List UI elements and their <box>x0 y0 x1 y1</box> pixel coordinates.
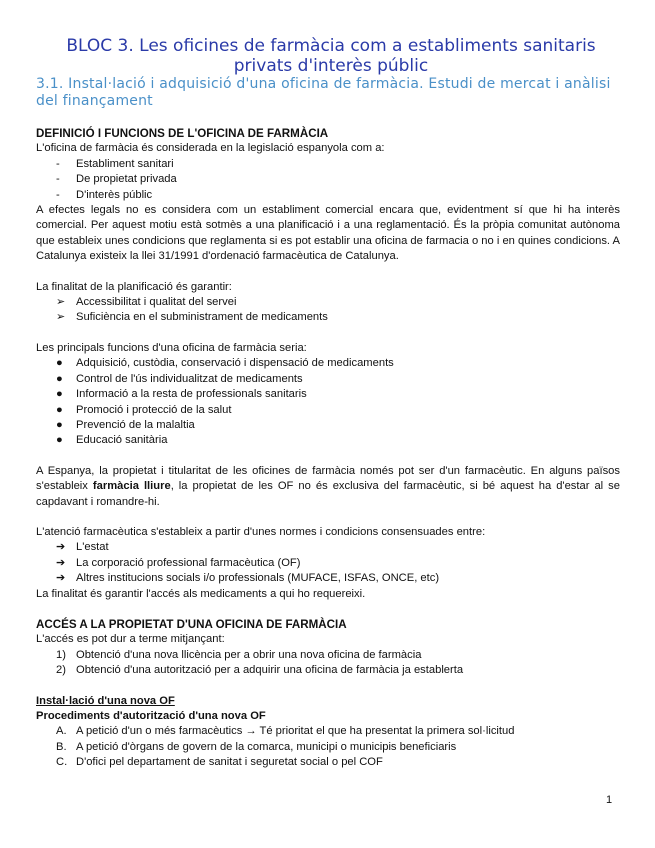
list-item <box>36 648 620 663</box>
paragraph-legal: A efectes legals no es considera com un establiment comercial encara que, evidentment sí que hi ha interès comercial. Per aquest motiu està sotmès a una planificació i a una reglamentació. És la pròpia comunitat autònoma que estableix unes condicions que reglamenta si es pot establir una oficina de farmacia o no i en quines condicions. A Catalunya existeix la llei 31/1991 d'ordenació farmacèutica de Catalunya. <box>36 204 620 263</box>
arrow-list <box>36 295 620 326</box>
bullet-icon: ● <box>56 372 63 385</box>
title-line-2: privats d'interès públic <box>233 56 429 76</box>
letter-marker: B. <box>56 740 67 753</box>
paragraph-funcions: Les principals funcions d'una oficina de farmàcia seria: <box>36 341 307 354</box>
numbered-list <box>36 648 620 679</box>
heading-acces: ACCÉS A LA PROPIETAT D'UNA OFICINA DE FARMÀCIA <box>36 617 347 631</box>
document-body <box>36 126 620 771</box>
list-item <box>36 157 620 172</box>
list-item <box>36 172 620 187</box>
list-item-text: De propietat privada <box>76 173 177 186</box>
arrowhead-icon: ➢ <box>56 296 66 309</box>
dash-list <box>36 157 620 203</box>
list-item <box>36 433 620 448</box>
list-item <box>36 755 620 770</box>
right-arrow-icon: ➔ <box>56 572 66 585</box>
right-arrow-list <box>36 540 620 586</box>
list-item-text: Promoció i protecció de la salut <box>76 403 232 416</box>
list-item <box>36 663 620 678</box>
subheading-procediments: Procediments d'autorització d'una nova OF <box>36 710 266 722</box>
paragraph-atencio: L'atenció farmacèutica s'estableix a partir d'unes normes i condicions consensuades entre: <box>36 525 486 538</box>
paragraph-espanya <box>36 464 620 510</box>
arrowhead-icon: ➢ <box>56 311 66 324</box>
list-item-text: Prevenció de la malaltia <box>76 418 195 431</box>
number-marker: 2) <box>56 664 66 677</box>
list-item-text: Altres institucions socials i/o professionals (MUFACE, ISFAS, ONCE, etc) <box>76 572 440 585</box>
bullet-icon: ● <box>56 418 63 431</box>
list-item <box>36 724 620 739</box>
list-item <box>36 310 620 325</box>
list-item-text: D'interès públic <box>76 188 153 201</box>
title-line-1: BLOC 3. Les oficines de farmàcia com a establiments sanitaris <box>66 36 596 56</box>
list-item-text: Educació sanitària <box>76 434 168 447</box>
list-item <box>36 387 620 402</box>
number-marker: 1) <box>56 648 66 661</box>
list-item-text: Establiment sanitari <box>76 157 174 170</box>
list-item <box>36 571 620 586</box>
list-item <box>36 740 620 755</box>
espanya-text-post: , la propietat de les OF no és exclusiva del farmacèutic, si bé aquest ha d'estar al se capdavant i romandre-hi. <box>36 480 620 508</box>
section-subtitle: 3.1. Instal·lació i adquisició d'una oficina de farmàcia. Estudi de mercat i anàlisi del finançament <box>36 76 611 109</box>
list-item <box>36 372 620 387</box>
list-item-text: L'estat <box>76 541 109 554</box>
list-item <box>36 556 620 571</box>
list-item-text: Informació a la resta de professionals sanitaris <box>76 388 307 401</box>
list-item <box>36 418 620 433</box>
bullet-icon: ● <box>56 388 63 401</box>
list-item-text: A petició d'òrgans de govern de la comarca, municipi o municipis beneficiaris <box>76 740 457 753</box>
list-item <box>36 295 620 310</box>
paragraph-intro: L'oficina de farmàcia és considerada en la legislació espanyola com a: <box>36 142 385 155</box>
list-item-text: A petició d'un o més farmacèutics → Té prioritat el que ha presentat la primera sol·licitud <box>76 725 515 738</box>
paragraph-acces-intro: L'accés es pot dur a terme mitjançant: <box>36 633 225 646</box>
list-item <box>36 188 620 203</box>
list-item-text: La corporació professional farmacèutica (OF) <box>76 556 301 569</box>
letter-marker: C. <box>56 756 68 769</box>
bullet-icon: ● <box>56 434 63 447</box>
espanya-text-pre: A Espanya, la propietat i titularitat de les oficines de farmàcia només pot ser d'un farmacèutic. En alguns països s'estableix <box>36 464 620 493</box>
list-item-text: D'ofici pel departament de sanitat i seguretat social o pel COF <box>76 756 383 769</box>
list-item-text: Obtenció d'una nova llicència per a obrir una nova oficina de farmàcia <box>76 648 422 661</box>
paragraph-atencio-final: La finalitat és garantir l'accés als medicaments a qui ho requereixi. <box>36 587 366 600</box>
lettered-list <box>36 724 620 770</box>
list-item-text: Adquisició, custòdia, conservació i dispensació de medicaments <box>76 357 394 370</box>
bullet-icon: ● <box>56 403 63 416</box>
list-item-text: Control de l'ús individualitzat de medicaments <box>76 372 303 385</box>
list-item-text: Suficiència en el subministrament de medicaments <box>76 311 328 324</box>
bullet-icon: ● <box>56 357 63 370</box>
page-number: 1 <box>606 794 613 806</box>
right-arrow-icon: ➔ <box>56 556 66 569</box>
bullet-list <box>36 356 620 448</box>
list-item <box>36 356 620 371</box>
letter-marker: A. <box>56 725 67 738</box>
list-item <box>36 403 620 418</box>
heading-definicio: DEFINICIÓ I FUNCIONS DE L'OFICINA DE FARMÀCIA <box>36 127 329 140</box>
dash-marker: - <box>56 188 60 201</box>
list-item <box>36 540 620 555</box>
dash-marker: - <box>56 157 60 170</box>
document-title <box>36 36 626 76</box>
list-item-text: Accessibilitat i qualitat del servei <box>76 296 237 309</box>
heading-installacio: Instal·lació d'una nova OF <box>36 694 175 707</box>
right-arrow-icon: ➔ <box>56 541 66 554</box>
list-item-text: Obtenció d'una autorització per a adquirir una oficina de farmàcia ja establerta <box>76 664 464 677</box>
paragraph-finalitat: La finalitat de la planificació és garantir: <box>36 280 232 293</box>
dash-marker: - <box>56 173 60 186</box>
espanya-text-bold: farmàcia lliure <box>92 480 171 493</box>
